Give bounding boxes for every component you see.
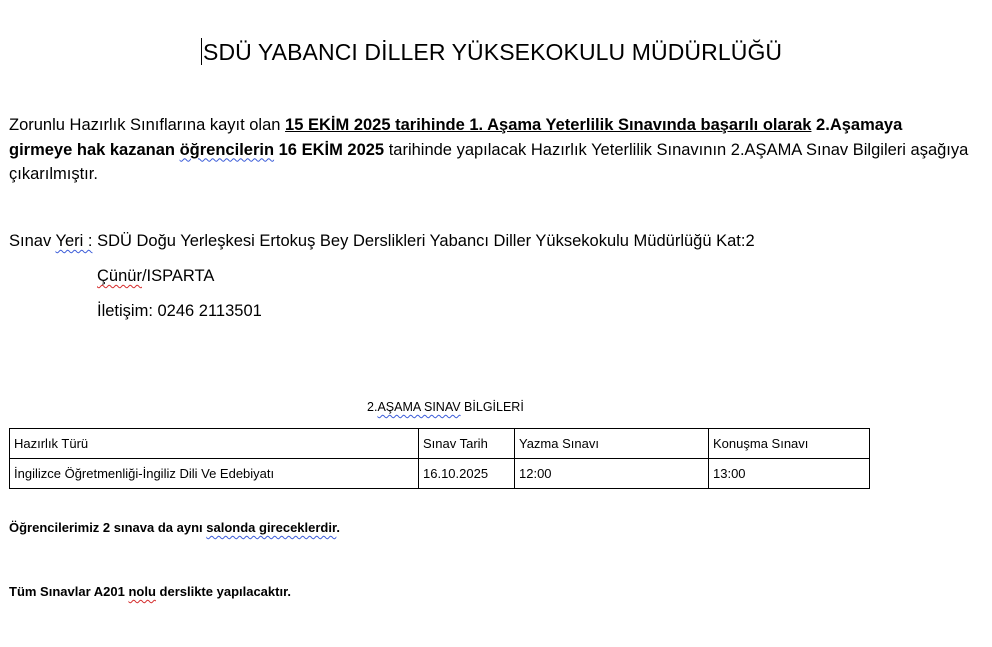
intro-text-3: 2.Aşamaya girmeye hak kazanan — [9, 116, 903, 159]
table-row — [10, 459, 870, 489]
note1-text-1: Öğrencilerimiz 2 sınava da aynı — [9, 520, 207, 535]
intro-text-6: tarihinde yapılacak Hazırlık Yeterlilik Sınavının 2.AŞAMA Sınav Bilgileri aşağıya çıkarılmıştır. — [9, 140, 969, 183]
intro-text-5: 16 EKİM 2025 — [274, 140, 385, 159]
location-city-line — [97, 267, 214, 286]
note1-text-2: salonda gireceklerdir — [206, 520, 337, 535]
table-title-squiggle: AŞAMA SINAV — [377, 400, 461, 414]
table-title-suffix: BİLGİLERİ — [460, 400, 524, 414]
exam-info-table — [9, 428, 870, 489]
location-city-rest: /ISPARTA — [141, 267, 215, 285]
note1-text-3: . — [336, 520, 340, 535]
table-title-prefix: 2. — [367, 400, 378, 414]
location-city-district: Çünür — [97, 267, 142, 285]
cell-writing-time: 12:00 — [515, 459, 709, 489]
note-same-hall — [9, 520, 340, 535]
header-cell-type: Hazırlık Türü — [10, 429, 419, 459]
intro-text-4: öğrencilerin — [179, 140, 275, 159]
document-title-text: SDÜ YABANCI DİLLER YÜKSEKOKULU MÜDÜRLÜĞÜ — [203, 39, 783, 65]
note2-text-3: derslikte yapılacaktır. — [155, 584, 292, 599]
contact-text: İletişim: 0246 2113501 — [97, 302, 262, 320]
header-cell-writing: Yazma Sınavı — [515, 429, 709, 459]
location-value: SDÜ Doğu Yerleşkesi Ertokuş Bey Derslikleri Yabancı Diller Yüksekokulu Müdürlüğü Kat:2 — [92, 232, 755, 250]
cell-type: İngilizce Öğretmenliği-İngiliz Dili Ve Edebiyatı — [10, 459, 419, 489]
exam-table-title — [367, 400, 524, 414]
location-label-prefix: Sınav — [9, 232, 56, 250]
header-cell-date: Sınav Tarih — [419, 429, 515, 459]
note2-text-1: Tüm Sınavlar A201 — [9, 584, 129, 599]
cell-date: 16.10.2025 — [419, 459, 515, 489]
exam-location-line — [9, 232, 755, 251]
note2-text-2: nolu — [128, 584, 156, 599]
location-label: Yeri : — [55, 232, 93, 250]
document-title — [201, 38, 782, 66]
intro-paragraph — [9, 113, 969, 187]
intro-text-2: 15 EKİM 2025 tarihinde 1. Aşama Yeterlilik Sınavında başarılı olarak — [285, 116, 812, 134]
contact-line — [97, 302, 262, 321]
text-cursor — [201, 38, 202, 65]
header-cell-speaking: Konuşma Sınavı — [709, 429, 870, 459]
intro-text-1: Zorunlu Hazırlık Sınıflarına kayıt olan — [9, 116, 286, 134]
note-classroom — [9, 584, 291, 599]
cell-speaking-time: 13:00 — [709, 459, 870, 489]
table-header-row — [10, 429, 870, 459]
